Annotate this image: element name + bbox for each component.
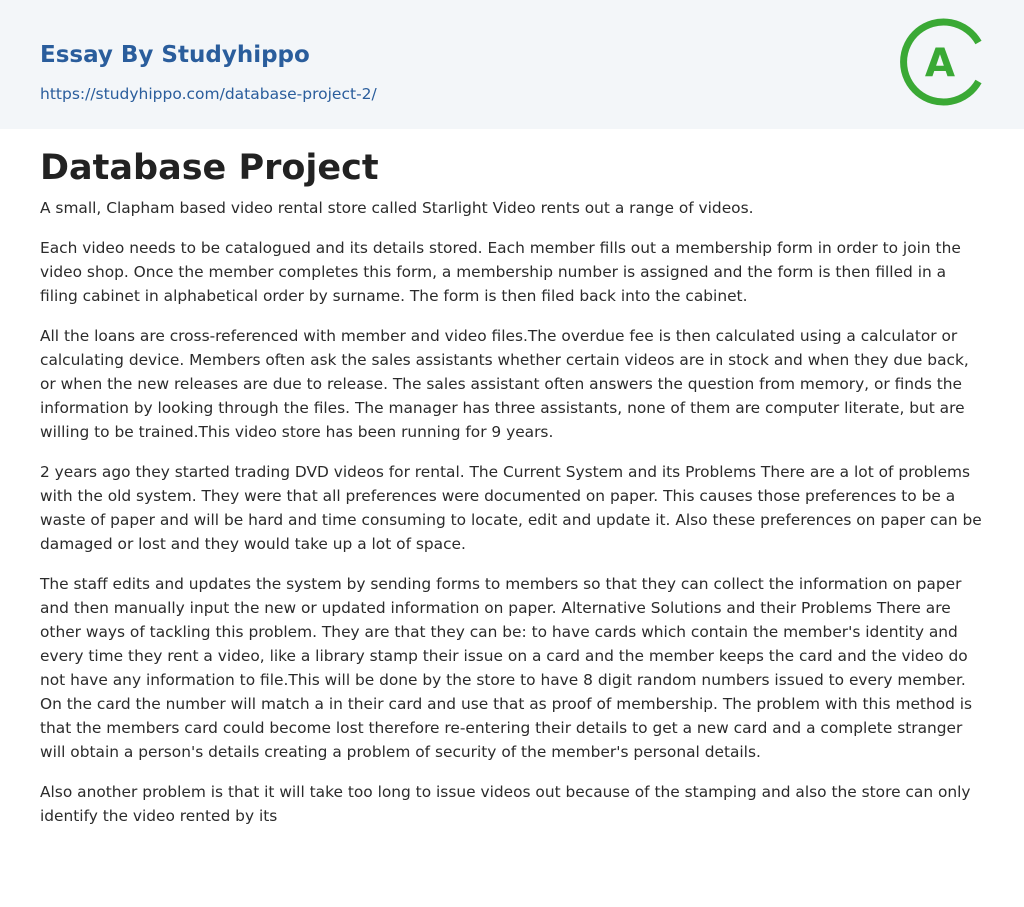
article xyxy=(40,146,985,844)
paragraph: All the loans are cross-referenced with member and video files.The overdue fee is then calculated using a calculator or calculating device. Members often ask the sales assistants whether certain videos are in stock and when they due back, or when the new releases are due to release. The sales assistant often answers the question from memory, or finds the information by looking through the files. The manager has three assistants, none of them are computer literate, but are willing to be trained.This video store has been running for 9 years. xyxy=(40,327,969,441)
paragraph: Each video needs to be catalogued and its details stored. Each member fills out a membership form in order to join the video shop. Once the member completes this form, a membership number is assigned and the form is then filled in a filing cabinet in alphabetical order by surname. The form is then filed back into the cabinet. xyxy=(40,239,961,305)
site-header xyxy=(0,0,1024,129)
paragraph: A small, Clapham based video rental store called Starlight Video rents out a range of videos. xyxy=(40,199,754,217)
paragraph: The staff edits and updates the system by sending forms to members so that they can collect the information on paper and then manually input the new or updated information on paper. Alternative Solutions and their Problems There are other ways of tackling this problem. They are that they can be: to have cards which contain the member's identity and every time they rent a video, like a library stamp their issue on a card and the member keeps the card and the video do not have any information to file.This will be done by the store to have 8 digit random numbers issued to every member. On the card the number will match a in their card and use that as proof of membership. The problem with this method is that the members card could become lost therefore re-entering their details to get a new card and a complete stranger will obtain a person's details creating a problem of security of the member's personal details. xyxy=(40,575,973,761)
source-url-link[interactable]: https://studyhippo.com/database-project-2/ xyxy=(40,85,377,103)
logo-letter: A xyxy=(924,41,956,86)
site-brand[interactable]: Essay By Studyhippo xyxy=(40,42,310,68)
paragraph: 2 years ago they started trading DVD videos for rental. The Current System and its Problems There are a lot of problems with the old system. They were that all preferences were documented on paper. This causes those preferences to be a waste of paper and will be hard and time consuming to locate, edit and update it. Also these preferences on paper can be damaged or lost and they would take up a lot of space. xyxy=(40,463,982,553)
paragraph: Also another problem is that it will take too long to issue videos out because of the stamping and also the store can only identify the video rented by its xyxy=(40,783,971,825)
page-title: Database Project xyxy=(40,148,379,188)
studyhippo-logo-icon[interactable] xyxy=(900,18,988,106)
